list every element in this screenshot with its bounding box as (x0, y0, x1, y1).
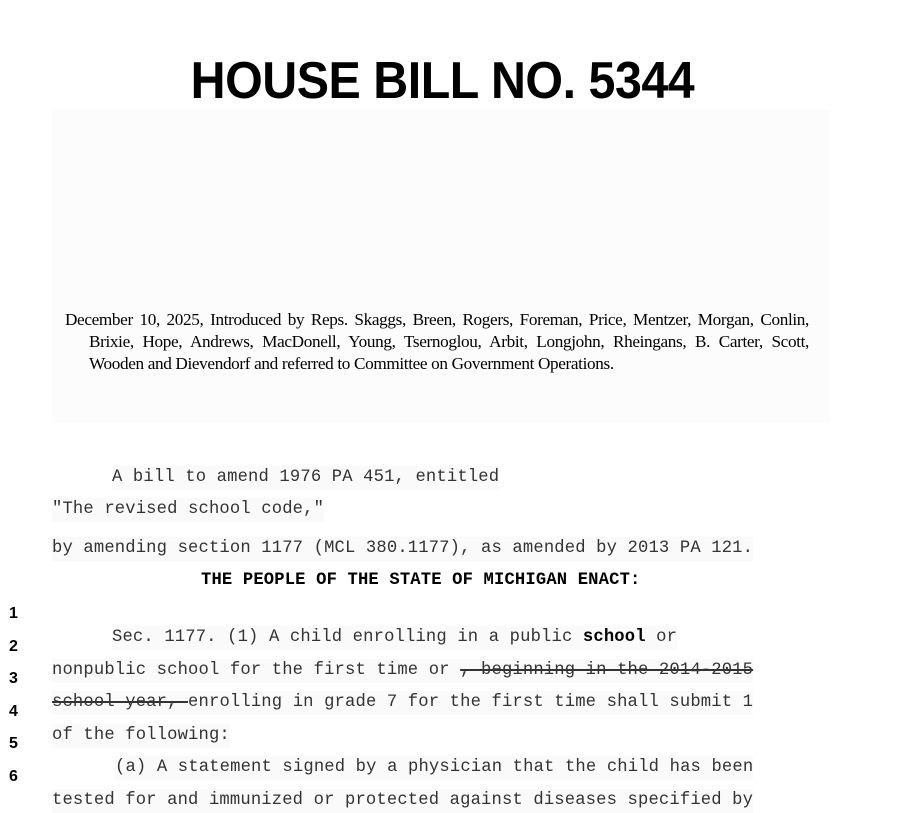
line-text: of the following: (52, 724, 230, 748)
line-text: (a) A statement signed by a physician that the child has been (115, 756, 753, 780)
bill-header-panel (52, 110, 830, 423)
line-number: 5 (9, 735, 19, 752)
bill-title: HOUSE BILL NO. 5344 (190, 52, 695, 110)
line-number: 4 (9, 703, 19, 720)
line-text: Sec. 1177. (1) A child enrolling in a public school or (112, 626, 677, 650)
deleted-text: , beginning in the 2014-2015 (460, 661, 754, 680)
line-number: 6 (9, 768, 19, 785)
preamble-line-2: "The revised school code," (0, 474, 21, 498)
line-text: tested for and immunized or protected against diseases specified by (52, 789, 753, 813)
line-text: school year, enrolling in grade 7 for the first time shall submit 1 (52, 691, 753, 715)
line-number: 3 (9, 670, 19, 687)
preamble-line-1: A bill to amend 1976 PA 451, entitled (0, 442, 21, 466)
line-text: nonpublic school for the first time or , beginning in the 2014-2015 (52, 659, 753, 683)
line-number: 2 (9, 638, 19, 655)
line-number: 1 (9, 605, 19, 622)
inserted-text: school (582, 628, 646, 647)
enacting-clause: THE PEOPLE OF THE STATE OF MICHIGAN ENACT: (201, 571, 641, 590)
preamble-line-3: by amending section 1177 (MCL 380.1177), as amended by 2013 PA 121. (0, 513, 21, 537)
deleted-text: school year, (52, 693, 189, 712)
introduction-paragraph: December 10, 2025, Introduced by Reps. Skaggs, Breen, Rogers, Foreman, Price, Mentzer, Morgan, Conlin, Brixie, Hope, Andrews, MacDonell, Young, Tsernoglou, Arbit, Longjohn, Rheingans, B. Carter, Scott, Wooden and Dievendorf and referred to Committee on Government Operations. (65, 310, 809, 373)
